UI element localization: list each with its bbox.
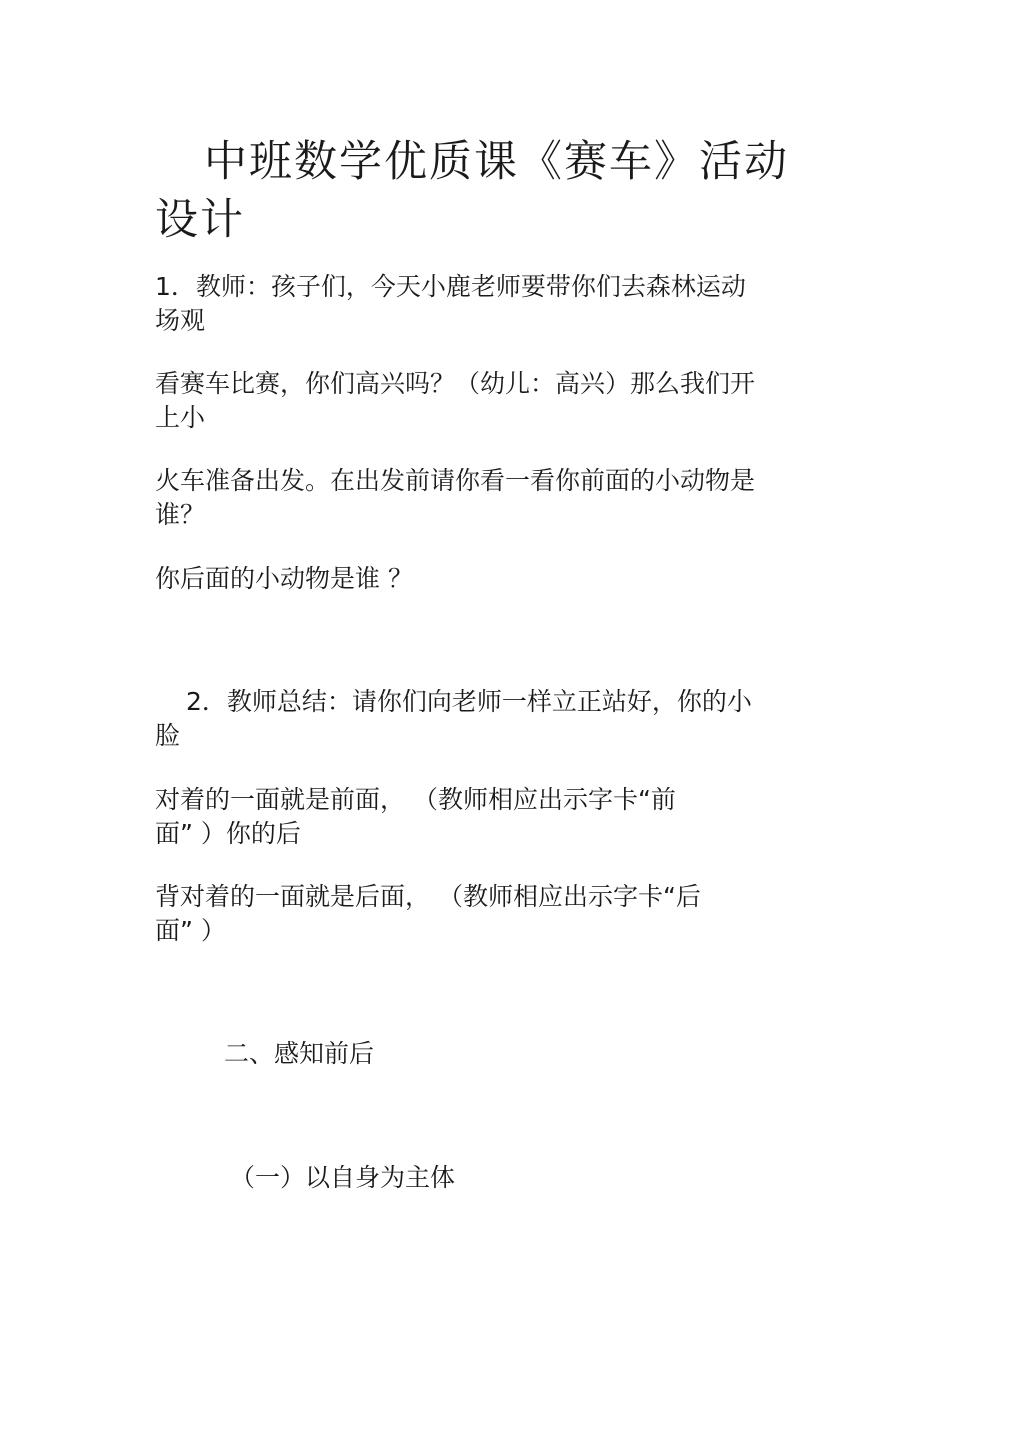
paragraph-6-line-1: 对着的一面就是前面， （教师相应出示字卡“前 bbox=[155, 785, 676, 814]
section-heading: 二、感知前后 bbox=[224, 1039, 375, 1068]
paragraph-1-line-2: 场观 bbox=[155, 306, 206, 335]
paragraph-6-line-2: 面” ）你的后 bbox=[155, 819, 301, 848]
paragraph-5-line-2: 脸 bbox=[155, 721, 181, 750]
paragraph-5-line-1: 2．教师总结：请你们向老师一样立正站好，你的小 bbox=[186, 687, 752, 716]
paragraph-1-line-1: 1．教师：孩子们，今天小鹿老师要带你们去森林运动 bbox=[155, 272, 746, 301]
subsection-heading: （一）以自身为主体 bbox=[230, 1163, 456, 1192]
paragraph-7-line-1: 背对着的一面就是后面， （教师相应出示字卡“后 bbox=[155, 882, 701, 911]
paragraph-2-line-2: 上小 bbox=[155, 403, 206, 432]
paragraph-3-line-2: 谁？ bbox=[155, 500, 206, 529]
paragraph-7-line-2: 面” ） bbox=[155, 916, 226, 945]
document-title-line-2: 设计 bbox=[155, 195, 245, 245]
paragraph-3-line-1: 火车准备出发。在出发前请你看一看你前面的小动物是 bbox=[155, 466, 756, 495]
paragraph-2-line-1: 看赛车比赛，你们高兴吗？（幼儿：高兴）那么我们开 bbox=[155, 369, 756, 398]
document-title-line-1: 中班数学优质课《赛车》活动 bbox=[204, 137, 789, 187]
paragraph-4-line-1: 你后面的小动物是谁 ？ bbox=[155, 564, 413, 593]
